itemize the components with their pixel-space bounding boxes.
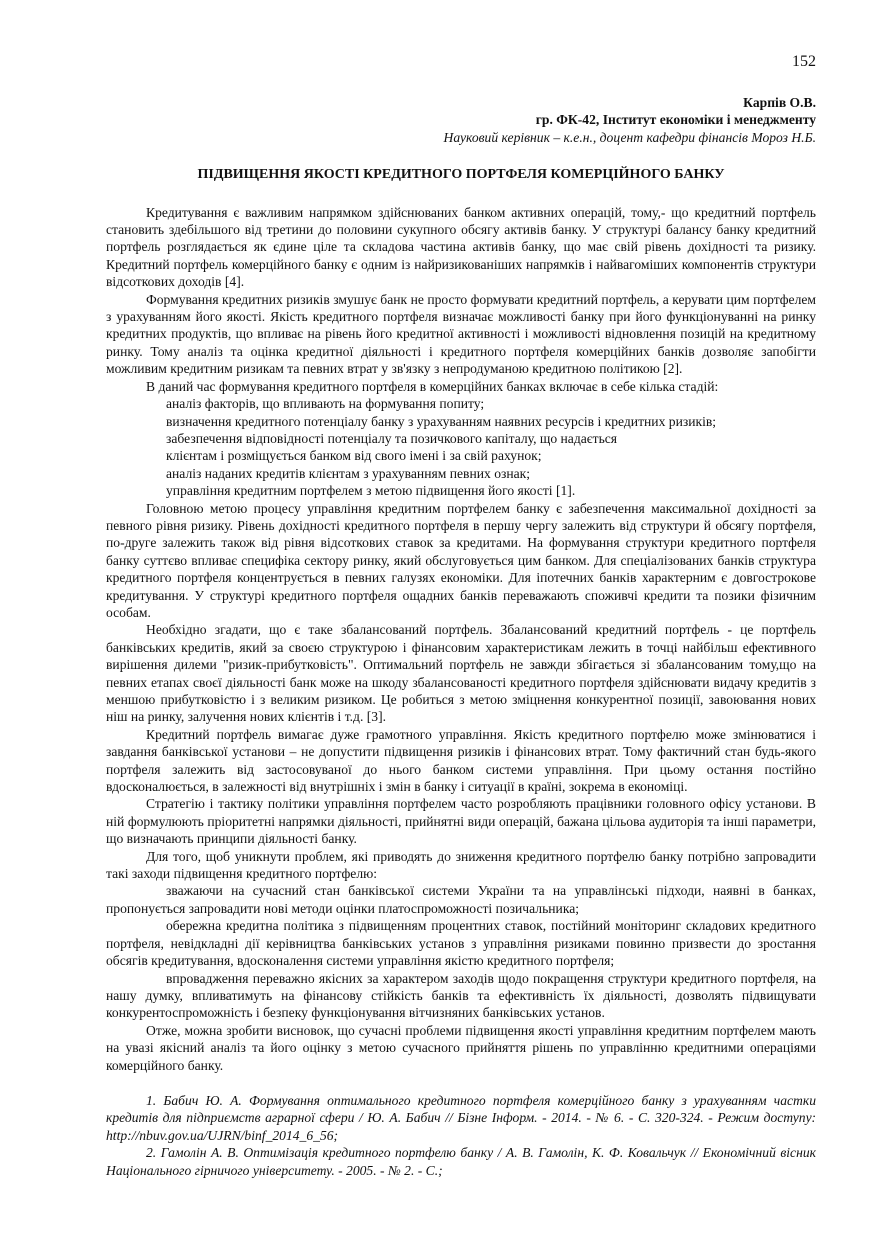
author-name: Карпів О.В. (743, 95, 816, 110)
list-item: впровадження переважно якісних за характером заходів щодо покращення структури кредитного портфеля, на нашу думку, впливатимуть на фінансову стійкість банків та ефективність їх діяльності, дозволять підвищувати конкурентоспроможність і безпеку функціонування вітчизняних банківських установ. (106, 970, 816, 1021)
paragraph-6: Кредитний портфель вимагає дуже грамотного управління. Якість кредитного портфелю може змінюватися і завдання банківської установи – не допустити підвищення ризиків і фінансових втрат. Тому фактичний стан будь-якого портфеля залежить від застосовуваної до нього банком системи управління. При цьому остання постійно вдосконалюється, в залежності від внутрішніх і змін в банку і ситуації в країні, зокрема в економіці. (106, 726, 816, 795)
paragraph-5: Необхідно згадати, що є таке збалансований портфель. Збалансований кредитний портфель - це портфель банківських кредитів, який за своєю структурою і фінансовим характеристикам лежить в точці найбільш ефективного вирішення дилеми "ризик-прибутковість". Оптимальний портфель не завжди збігається зі збалансованим тому,що на певних етапах своєї діяльності банк може на шкоду збалансованості кредитного портфеля здійснювати видачу кредитів з меншою прибутковістю і з великим ризиком. Це робиться з метою зміцнення конкурентної позиції, завоювання нових ніш на ринку, залучення нових клієнтів і т.д. [3]. (106, 622, 816, 725)
list-item: управління кредитним портфелем з метою підвищення його якості [1]. (166, 483, 576, 499)
author-affiliation: гр. ФК-42, Інститут економіки і менеджменту (535, 112, 816, 128)
article-title: ПІДВИЩЕННЯ ЯКОСТІ КРЕДИТНОГО ПОРТФЕЛЯ КОМЕРЦІЙНОГО БАНКУ (197, 167, 725, 183)
page-number: 152 (792, 53, 816, 70)
list-item: забезпечення відповідності потенціалу та позичкового капіталу, що надається (166, 430, 618, 446)
paragraph-7: Стратегію і тактику політики управління портфелем часто розробляють працівники головного офісу установи. В ній формулюють пріоритетні напрямки діяльності, прийнятні види операцій, бажана цільова аудиторія та інші параметри, що визначають принципи діяльності банку. (106, 796, 816, 847)
stages-list (106, 395, 816, 499)
scientific-supervisor: Науковий керівник – к.е.н., доцент кафедри фінансів Мороз Н.Б. (443, 129, 816, 145)
list-item: обережна кредитна політика з підвищенням процентних ставок, постійний моніторинг складових кредитного портфеля, невідкладні дії керівництва банківських установ з управління ризиками повинно призвести до зростання обсягів кредитування, вдосконалення системи управління якістю кредитного портфеля; (106, 918, 816, 969)
references-list (106, 1092, 816, 1179)
list-item: клієнтам і розміщується банком від свого імені і за свій рахунок; (166, 448, 542, 464)
paragraph-1: Кредитування є важливим напрямком здійснюваних банком активних операцій, тому,- що кредитний портфель становить здебільшого від третини до половини сукупного обсягу активів банку. У структурі балансу банку кредитний портфель розглядається як єдине ціле та складова частина активів банку, що має свій рівень дохідності та ризику. Кредитний портфель комерційного банку є одним із найризикованіших напрямків і найвагоміших компонентів структури відсоткових доходів [4]. (106, 204, 816, 290)
reference-item: 1. Бабич Ю. А. Формування оптимального кредитного портфеля комерційного банку з урахуванням частки кредитів для підприємств аграрної сфери / Ю. А. Бабич // Бізне Інформ. - 2014. - № 6. - С. 320-324. - Режим доступу: http://nbuv.gov.ua/UJRN/binf_2014_6_56; (106, 1092, 816, 1143)
list-item: аналіз факторів, що впливають на формування попиту; (166, 396, 485, 412)
paragraph-2: Формування кредитних ризиків змушує банк не просто формувати кредитний портфель, а керувати цим портфелем з урахуванням його якості. Якість кредитного портфеля визначає можливості банку при його функціонуванні на ринку кредитних продуктів, що впливає на рівень його кредитної активності і можливості відновлення позицій на кредитному ринку. Тому аналіз та оцінка кредитної діяльності і кредитного портфеля комерційних банків дозволяє запобігти можливим кредитним ризикам та певних втрат у зв'язку з непродуманою кредитною політикою [2]. (106, 291, 816, 377)
measures-list (106, 882, 816, 1021)
list-item: аналіз наданих кредитів клієнтам з урахуванням певних ознак; (166, 465, 531, 481)
paragraph-3: В даний час формування кредитного портфеля в комерційних банках включає в себе кілька стадій: (146, 378, 719, 394)
paragraph-8: Для того, щоб уникнути проблем, які приводять до зниження кредитного портфелю банку потрібно запровадити такі заходи підвищення кредитного портфелю: (106, 848, 816, 882)
paragraph-4: Головною метою процесу управління кредитним портфелем банку є забезпечення максимальної дохідності за певного рівня ризику. Рівень дохідності кредитного портфеля в першу чергу залежить від структури й обсягу портфеля, по-друге залежить також від рівня відсоткових ставок за кредитами. На формування структури кредитного портфеля банку суттєво впливає специфіка сектору ринку, який обслуговується цим банком. Для спеціалізованих банків структура кредитного портфеля концентрується в певних галузях економіки. Для іпотечних банків характерним є довгострокове кредитування. У структурі кредитного портфеля ощадних банків переважають споживчі кредити та позики фізичним особам. (106, 500, 816, 620)
paragraph-conclusion: Отже, можна зробити висновок, що сучасні проблеми підвищення якості управління кредитним портфелем мають на увазі якісний аналіз та його оцінку з метою сучасного прийняття рішень по управлінню кредитними операціями комерційного банку. (106, 1022, 816, 1073)
list-item: зважаючи на сучасний стан банківської системи України та на управлінські підходи, наявні в банках, пропонується запровадити нові методи оцінки платоспроможності позичальника; (106, 883, 816, 916)
list-item: визначення кредитного потенціалу банку з урахуванням наявних ресурсів і кредитних ризиків; (166, 413, 717, 429)
reference-item: 2. Гамолін А. В. Оптимізація кредитного портфелю банку / А. В. Гамолін, К. Ф. Ковальчук // Економічний вісник Національного гірничого університету. - 2005. - № 2. - С.; (106, 1145, 816, 1178)
